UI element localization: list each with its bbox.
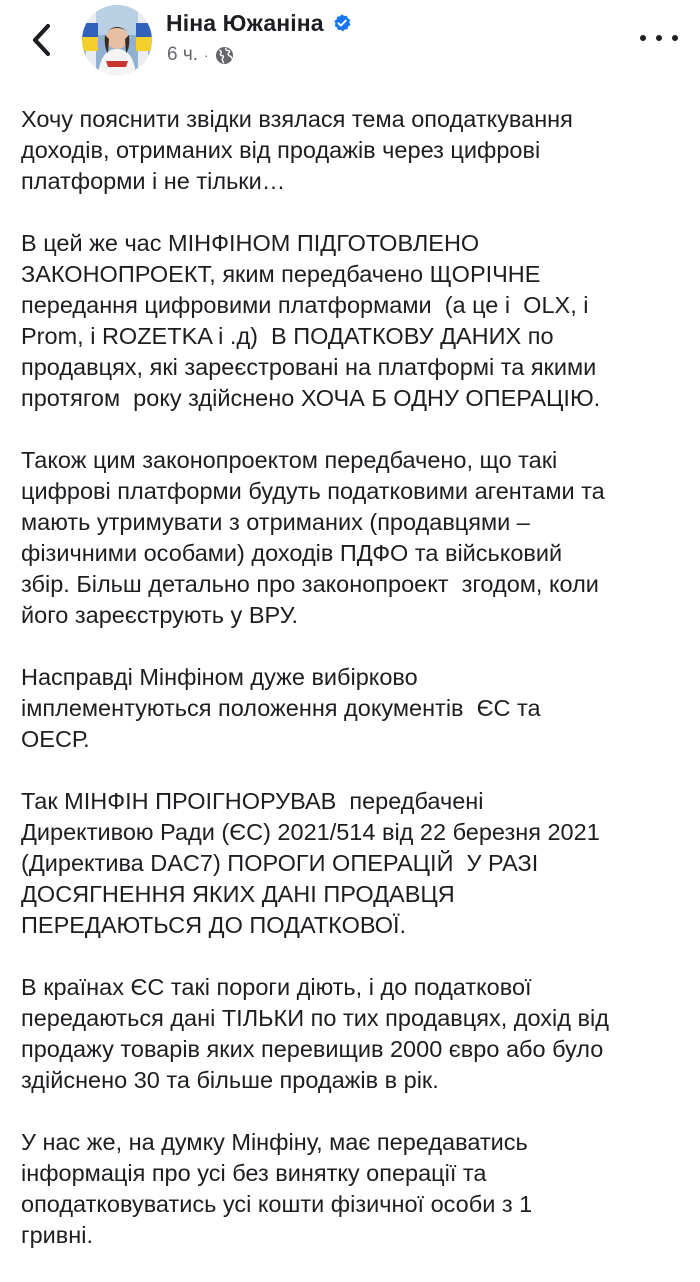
more-dots-icon — [672, 35, 678, 41]
post-paragraph: Насправді Мінфіном дуже вибірково імплементуються положення документів ЄС та ОЕСР. — [21, 664, 541, 752]
post-header — [0, 0, 700, 88]
more-dots-icon — [656, 35, 662, 41]
post-paragraph: Так МІНФІН ПРОІГНОРУВАВ передбачені Директивою Ради (ЄС) 2021/514 від 22 березня 2021 (Директива DAC7) ПОРОГИ ОПЕРАЦІЙ У РАЗІ ДОСЯГНЕННЯ ЯКИХ ДАНІ ПРОДАВЦЯ ПЕРЕДАЮТЬСЯ ДО ПОДАТКОВОЇ. — [21, 788, 600, 938]
post-paragraph: В цей же час МІНФІНОМ ПІДГОТОВЛЕНО ЗАКОНОПРОЕКТ, яким передбачено ЩОРІЧНЕ передання цифровими платформами (а це і OLX, і Prom, і ROZETKA і .д) В ПОДАТКОВУ ДАНИХ по продавцях, які зареєстровані на платформі та якими протягом року здійснено ХОЧА Б ОДНУ ОПЕРАЦІЮ. — [21, 230, 601, 411]
chevron-left-icon — [31, 23, 53, 57]
post-timestamp[interactable]: 6 ч. — [167, 44, 199, 65]
post-meta — [167, 42, 234, 68]
post-paragraph: Також цим законопроектом передбачено, що такі цифрові платформи будуть податковими агентами та мають утримувати з отриманих (продавцями – фізичними особами) доходів ПДФО та військовий збір. Більш детально про законопроект згодом, коли його зареєструють у ВРУ. — [21, 447, 605, 628]
avatar-image — [82, 5, 152, 75]
globe-icon — [215, 46, 234, 65]
author-avatar[interactable] — [82, 5, 152, 75]
verified-badge-icon — [332, 13, 352, 33]
more-dots-icon — [640, 35, 646, 41]
post-text — [21, 104, 685, 1282]
more-options-button[interactable] — [640, 24, 678, 52]
back-button[interactable] — [26, 22, 58, 58]
meta-separator: · — [204, 47, 209, 63]
author-name-row — [166, 6, 352, 40]
post-paragraph: Хочу пояснити звідки взялася тема оподаткування доходів, отриманих від продажів через цифрові платформи і не тільки… — [21, 106, 573, 194]
post-paragraph: В країнах ЄС такі пороги діють, і до податкової передаються дані ТІЛЬКИ по тих продавцях, дохід від продажу товарів яких перевищив 2000 євро або було здійснено 30 та більше продажів в рік. — [21, 974, 609, 1093]
post-paragraph: У нас же, на думку Мінфіну, має передаватись інформація про усі без винятку операції та оподатковуватись усі кошти фізичної особи з 1 гривні. — [21, 1129, 533, 1248]
author-name[interactable]: Ніна Южаніна — [166, 9, 324, 36]
